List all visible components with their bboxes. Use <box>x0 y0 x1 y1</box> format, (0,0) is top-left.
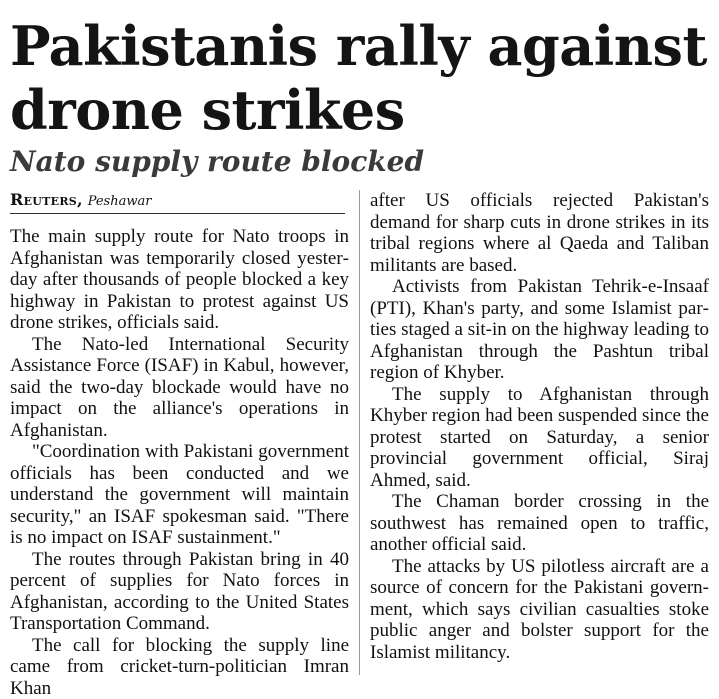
byline <box>10 190 355 212</box>
column-divider <box>359 190 360 675</box>
paragraph: The main supply route for Nato troops in Afghanistan was temporarily closed yesterday after thousands of people blocked a key highway in Pakistan to protest against US drone strikes, officials said. <box>10 226 349 334</box>
byline-agency: Reuters, <box>10 190 83 209</box>
paragraph: after US officials rejected Pakistan's demand for sharp cuts in drone strikes in its tribal regions where al Qaeda and Taliban militants are based. <box>370 190 709 276</box>
paragraph: Activists from Pakistan Tehrik-e-Insaaf (PTI), Khan's party, and some Islamist parties staged a sit-in on the highway leading to Afghanistan through the Pashtun tribal region of Khyber. <box>370 276 709 384</box>
left-column <box>10 226 349 699</box>
paragraph: The routes through Pakistan bring in 40 percent of supplies for Nato forces in Afghanistan, according to the United States Transportation Command. <box>10 549 349 635</box>
paragraph: The supply to Afghanistan through Khyber region had been suspended since the protest started on Saturday, a senior provincial government official, Siraj Ahmed, said. <box>370 384 709 492</box>
headline: Pakistanis rally against drone strikes <box>10 14 710 142</box>
paragraph: The call for blocking the supply line came from cricket-turn-politician Imran Khan <box>10 635 349 699</box>
paragraph: "Coordination with Pakistani government officials has been conducted and we understand the government will maintain security," an ISAF spokesman said. "There is no impact on ISAF sustainment." <box>10 441 349 549</box>
paragraph: The Nato-led International Security Assistance Force (ISAF) in Kabul, however, said the two-day blockade would have no impact on the alliance's operations in Afghanistan. <box>10 334 349 442</box>
paragraph: The Chaman border crossing in the southwest has remained open to traffic, another official said. <box>370 491 709 556</box>
byline-location: Peshawar <box>88 194 152 209</box>
subheadline: Nato supply route blocked <box>10 144 424 180</box>
right-column <box>370 190 709 663</box>
paragraph: The attacks by US pilotless aircraft are a source of concern for the Pakistani government, which says civilian casualties stoke public anger and bolster support for the Islamist militancy. <box>370 556 709 664</box>
byline-rule <box>10 213 345 214</box>
